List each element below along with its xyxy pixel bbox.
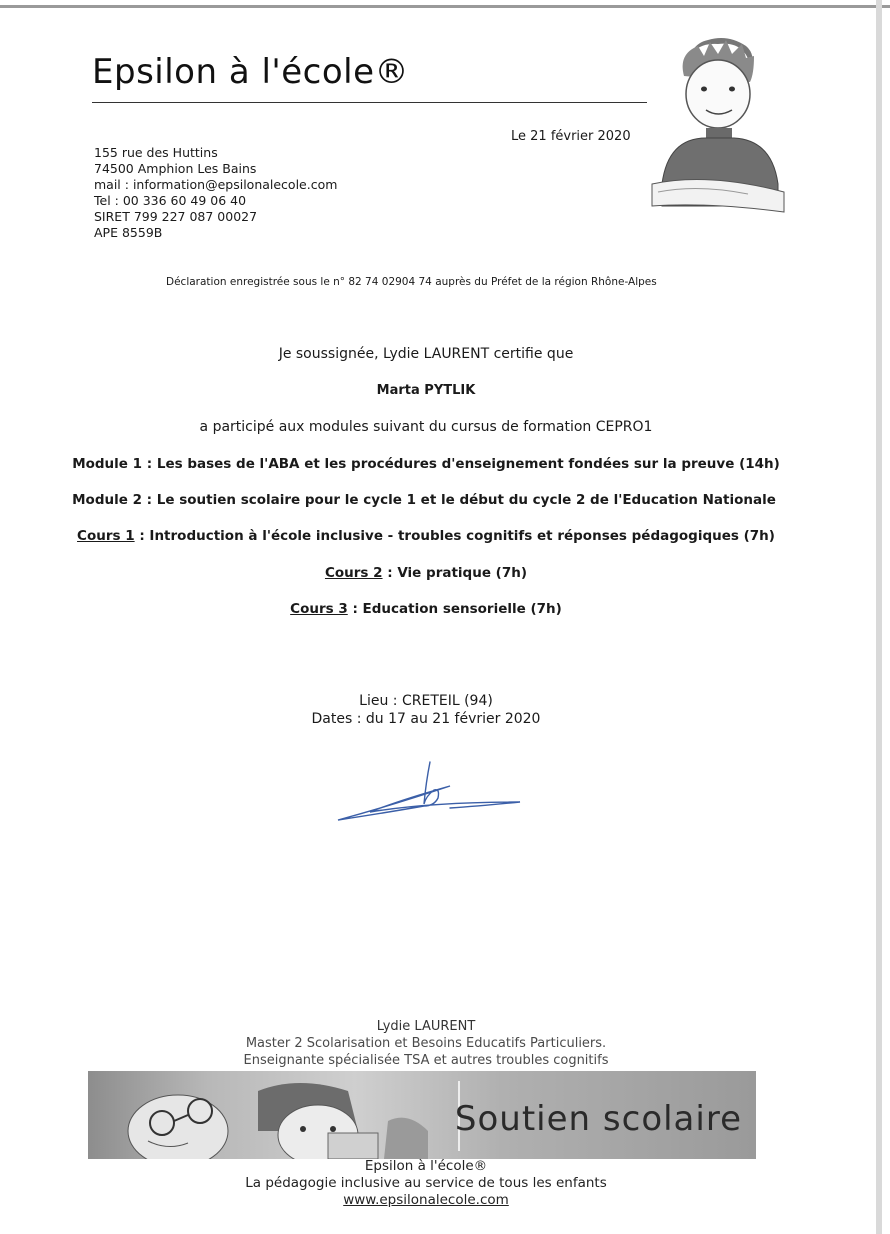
signer-title-2: Enseignante spécialisée TSA et autres troubles cognitifs [243,1053,609,1068]
sender-address [94,145,337,241]
signer-name: Lydie LAURENT [376,1019,476,1034]
course-3-label: Cours 3 [290,601,348,617]
website-link[interactable]: www.epsilonalecole.com [343,1192,509,1208]
course-2-label: Cours 2 [324,565,383,581]
registration-declaration: Déclaration enregistrée sous le n° 82 74 02904 74 auprès du Préfet de la région Rhône-Alpes [166,276,657,288]
place-line: Lieu : CRETEIL (94) [359,693,493,709]
footer-brand: Epsilon à l'école® [364,1158,488,1174]
child-illustration [648,34,788,214]
soutien-scolaire-banner [88,1071,756,1159]
course-1 [0,528,852,544]
signer-title-1: Master 2 Scolarisation et Besoins Educatifs Particuliers. [245,1036,607,1051]
place-and-dates [0,692,852,728]
participation-statement: a participé aux modules suivant du cursus de formation CEPRO1 [199,419,653,435]
address-line: 74500 Amphion Les Bains [94,161,257,176]
scan-edge-right [876,0,882,1234]
course-1-label: Cours 1 [77,528,135,544]
email-line: mail : information@epsilonalecole.com [94,177,338,192]
course-2-text: : Vie pratique (7h) [382,565,528,581]
footer-tagline: La pédagogie inclusive au service de tous les enfants [245,1175,607,1191]
student-name: Marta PYTLIK [376,383,476,398]
ape-line: APE 8559B [94,225,163,240]
brand-title: Epsilon à l'école® [92,52,410,92]
signer-block [0,1018,852,1069]
footer [0,1158,852,1209]
handwritten-signature [330,752,530,832]
dates-line: Dates : du 17 au 21 février 2020 [311,711,541,727]
scan-edge-top [0,5,890,8]
certification-intro: Je soussignée, Lydie LAURENT certifie que [278,346,574,362]
letter-date: Le 21 février 2020 [511,129,631,144]
module-2: Module 2 : Le soutien scolaire pour le cycle 1 et le début du cycle 2 de l'Education Nationale [72,492,776,508]
module-1: Module 1 : Les bases de l'ABA et les procédures d'enseignement fondées sur la preuve (14h) [72,456,780,472]
course-3-text: : Education sensorielle (7h) [347,601,562,617]
banner-title: Soutien scolaire [454,1099,742,1139]
course-1-text: : Introduction à l'école inclusive - troubles cognitifs et réponses pédagogiques (7h) [134,528,775,544]
course-2 [0,565,852,581]
course-3 [0,601,852,617]
address-line: 155 rue des Huttins [94,145,218,160]
header-rule [92,102,647,103]
siret-line: SIRET 799 227 087 00027 [94,209,258,224]
phone-line: Tel : 00 336 60 49 06 40 [94,193,247,208]
